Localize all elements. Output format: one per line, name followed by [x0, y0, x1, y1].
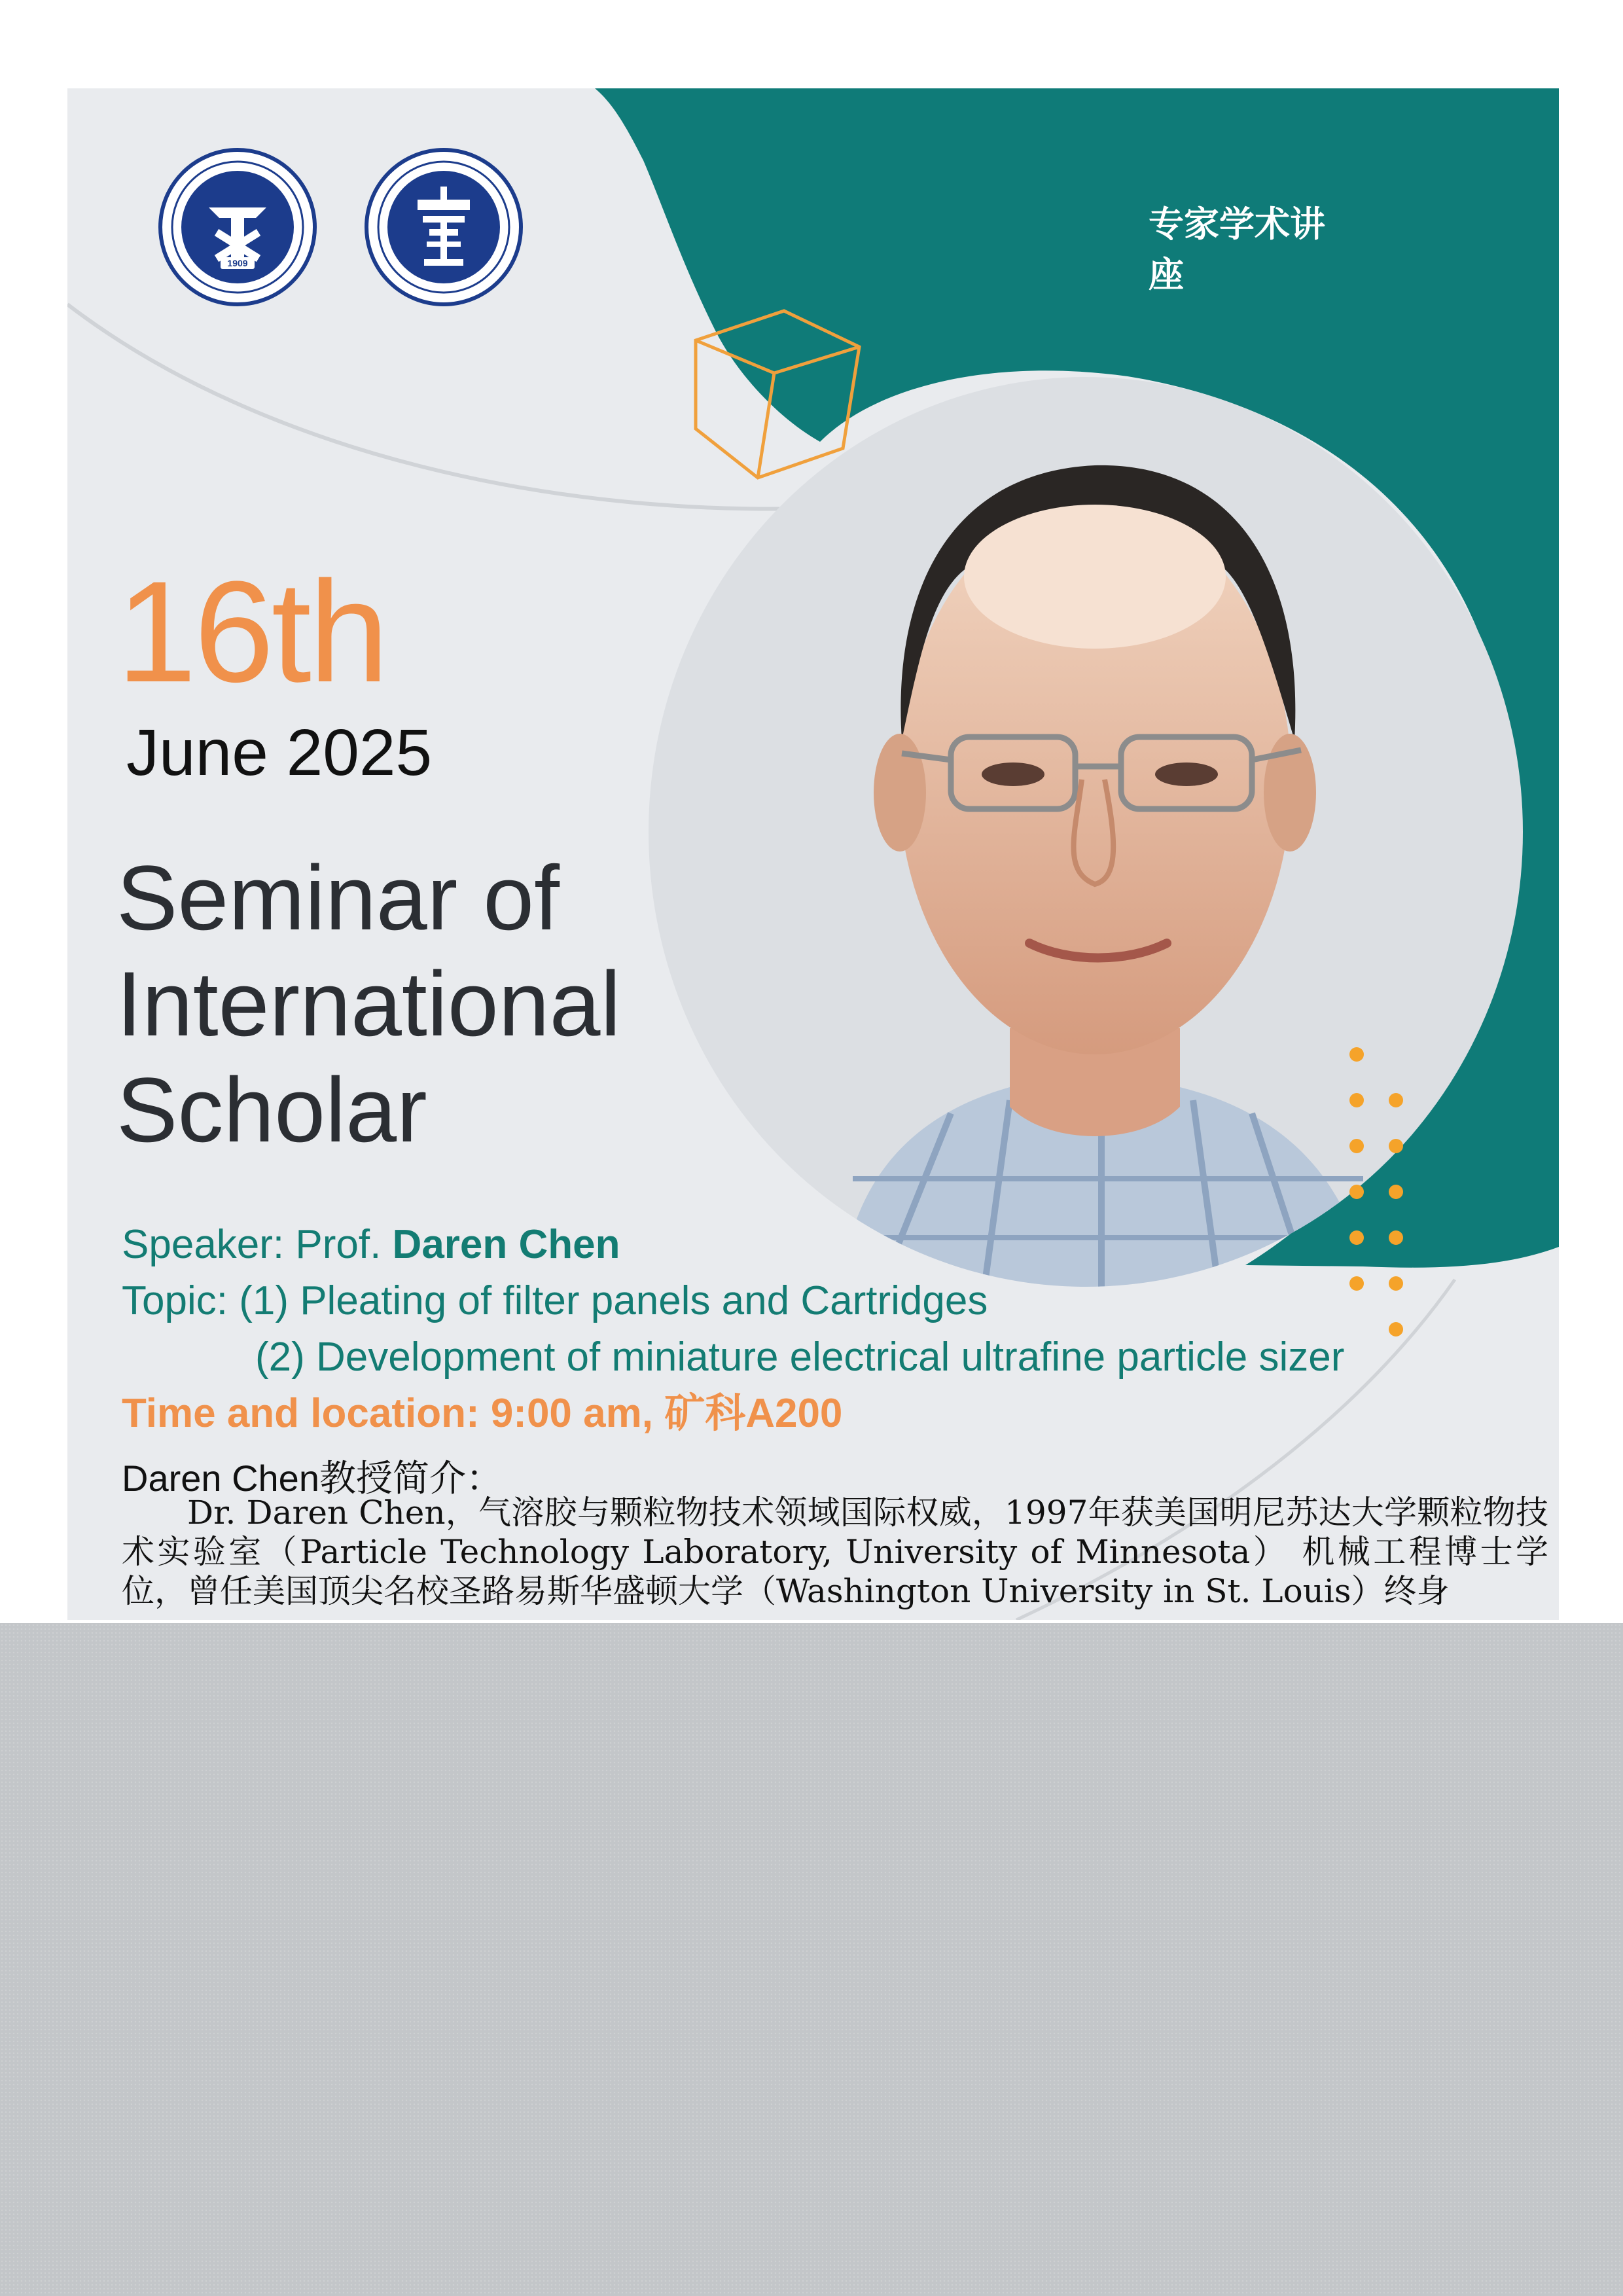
topic-line-2: (2) Development of miniature electrical ultrafine particle sizer: [255, 1335, 1345, 1380]
lecture-label: 专家学术讲座: [1149, 204, 1325, 295]
bio-heading: Daren Chen教授简介：: [122, 1458, 503, 1499]
seminar-title: [116, 845, 745, 1163]
title-line: Seminar of: [116, 846, 560, 949]
university-logo: [158, 147, 317, 307]
university-seal-icon: [158, 147, 317, 307]
school-seal-icon: [364, 147, 524, 307]
speaker-line: [122, 1221, 620, 1269]
event-day: 16th: [116, 551, 387, 712]
gray-overlay: [0, 1623, 1623, 2296]
svg-text:1909: 1909: [227, 258, 248, 268]
title-line: Scholar: [116, 1058, 427, 1161]
bio-body: Dr. Daren Chen，气溶胶与颗粒物技术领域国际权威，1997年获美国明尼苏达大学颗粒物技术实验室（Particle Technology Laboratory, University of Minnesota） 机械工程博士学位，曾任美国顶尖名校圣路易斯华盛顿大学（Washington University in St. Louis）终身: [122, 1494, 1548, 1610]
event-month-year: June 2025: [126, 716, 433, 789]
speaker-name: Daren Chen: [392, 1222, 620, 1267]
speaker-prefix: Speaker: Prof.: [122, 1222, 393, 1267]
poster: [67, 88, 1559, 1620]
title-line: International: [116, 952, 621, 1055]
dot-grid-icon: [1344, 1039, 1448, 1431]
school-logo: [364, 147, 524, 307]
topic-line-1: Topic: (1) Pleating of filter panels and Cartridges: [122, 1278, 988, 1323]
time-location: Time and location: 9:00 am, 矿科A200: [122, 1391, 843, 1436]
